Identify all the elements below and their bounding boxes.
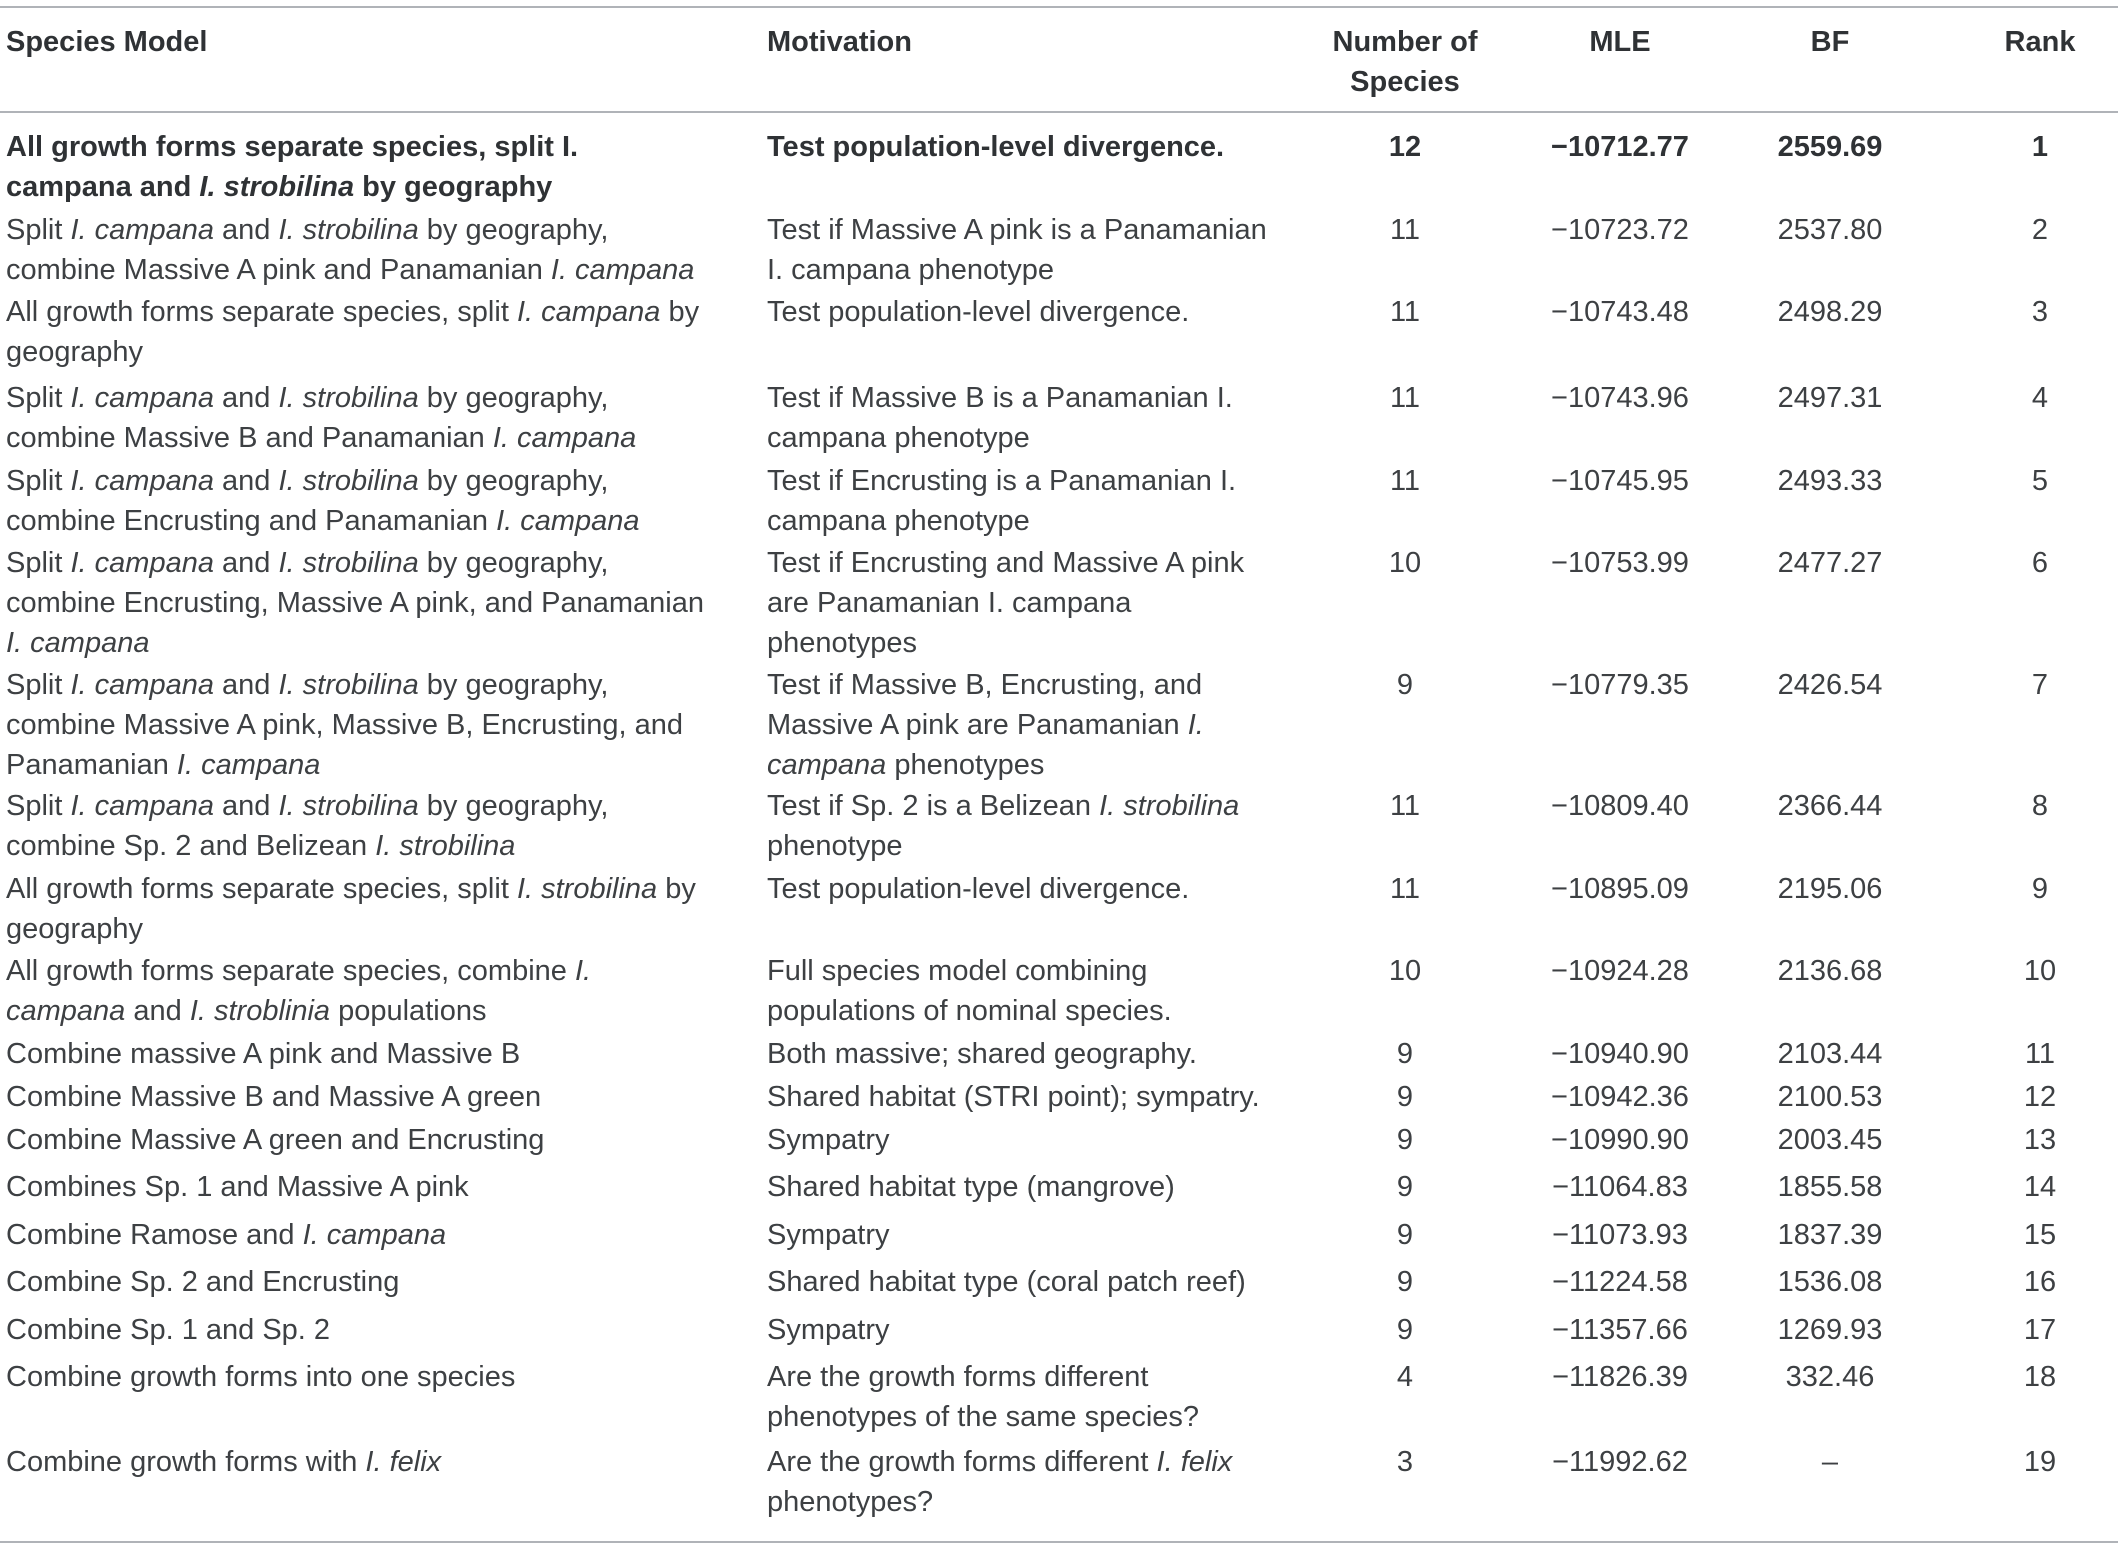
cell-bf: 1837.39 [1777, 1219, 1883, 1251]
text-fragment: Split [6, 382, 71, 414]
text-fragment: I. campana [516, 296, 661, 328]
cell-mle: −10743.48 [1551, 296, 1689, 328]
text-fragment: Split [6, 214, 71, 246]
cell-rank: 10 [2023, 955, 2057, 987]
cell-species-model [6, 1262, 706, 1302]
text-fragment: I. campana [70, 547, 214, 579]
cell-motivation [767, 1167, 1287, 1207]
text-fragment: Combine massive A pink and Massive B [6, 1038, 521, 1070]
text-fragment: Split [6, 669, 71, 701]
text-fragment: by geography, combine Encrusting and Panamanian [6, 465, 609, 537]
text-fragment: Test if Sp. 2 is a Belizean [767, 790, 1100, 822]
cell-species-model [6, 665, 706, 785]
header-mle: MLE [1589, 26, 1651, 58]
cell-bf: – [1821, 1446, 1839, 1478]
text-fragment: I. campana [550, 254, 695, 286]
cell-motivation [767, 786, 1287, 866]
text-fragment: and [213, 547, 279, 579]
cell-number-of-species: 4 [1396, 1361, 1414, 1393]
cell-bf: 2136.68 [1777, 955, 1883, 987]
cell-rank: 17 [2023, 1314, 2057, 1346]
text-fragment: and [213, 382, 279, 414]
text-fragment: I. campana [70, 465, 214, 497]
cell-bf: 2498.29 [1777, 296, 1883, 328]
text-fragment: Test if Massive B is a Panamanian I. campana phenotype [767, 382, 1233, 454]
cell-rank: 6 [2031, 547, 2049, 579]
cell-rank: 16 [2023, 1266, 2057, 1298]
header-rank: Rank [2004, 26, 2076, 58]
text-fragment: All growth forms separate species, split [6, 873, 517, 905]
text-fragment: I. strobilina [278, 214, 419, 246]
cell-species-model [6, 1442, 706, 1482]
cell-number-of-species: 9 [1396, 1038, 1414, 1070]
cell-species-model [6, 869, 706, 949]
cell-number-of-species: 10 [1388, 955, 1422, 987]
cell-number-of-species: 9 [1396, 1219, 1414, 1251]
text-fragment: Test population-level divergence. [767, 296, 1190, 328]
text-fragment: I. stroblinia [189, 995, 331, 1027]
text-fragment: by geography [6, 873, 696, 945]
text-fragment: I. strobilina [278, 669, 419, 701]
cell-motivation [767, 292, 1287, 332]
text-fragment: Are the growth forms different phenotypes of the same species? [767, 1361, 1200, 1433]
cell-bf: 2426.54 [1777, 669, 1883, 701]
cell-motivation [767, 1442, 1287, 1522]
cell-mle: −10942.36 [1551, 1081, 1689, 1113]
table-bottom-rule [0, 1541, 2118, 1543]
cell-bf: 1855.58 [1777, 1171, 1883, 1203]
cell-number-of-species: 9 [1396, 669, 1414, 701]
cell-rank: 14 [2023, 1171, 2057, 1203]
text-fragment: and [213, 214, 279, 246]
cell-number-of-species: 9 [1396, 1081, 1414, 1113]
text-fragment: Split [6, 790, 71, 822]
cell-mle: −10990.90 [1551, 1124, 1689, 1156]
cell-number-of-species: 11 [1389, 465, 1421, 497]
cell-bf: 2493.33 [1777, 465, 1883, 497]
cell-rank: 2 [2031, 214, 2049, 246]
cell-bf: 2477.27 [1777, 547, 1883, 579]
text-fragment: I. strobilina [199, 171, 355, 203]
cell-number-of-species: 11 [1389, 296, 1421, 328]
text-fragment: Combines Sp. 1 and Massive A pink [6, 1171, 469, 1203]
text-fragment: Test if Encrusting is a Panamanian I. campana phenotype [767, 465, 1237, 537]
cell-bf: 2003.45 [1777, 1124, 1883, 1156]
cell-number-of-species: 10 [1388, 547, 1422, 579]
cell-rank: 4 [2031, 382, 2049, 414]
header-motivation: Motivation [767, 26, 912, 58]
text-fragment: Combine growth forms into one species [6, 1361, 516, 1393]
cell-number-of-species: 11 [1389, 873, 1421, 905]
cell-rank: 11 [2024, 1038, 2056, 1070]
text-fragment: I. felix [1156, 1446, 1233, 1478]
text-fragment: I. campana [70, 214, 214, 246]
cell-species-model [6, 378, 706, 458]
text-fragment: phenotypes? [767, 1486, 934, 1518]
cell-motivation [767, 1120, 1287, 1160]
text-fragment: Split [6, 465, 71, 497]
text-fragment: I. campana [767, 709, 1204, 781]
table-top-rule [0, 6, 2118, 8]
text-fragment: Test if Massive A pink is a Panamanian I. campana phenotype [767, 214, 1267, 286]
cell-motivation [767, 1310, 1287, 1350]
cell-mle: −10723.72 [1551, 214, 1689, 246]
cell-mle: −10809.40 [1551, 790, 1689, 822]
cell-species-model [6, 210, 706, 290]
text-fragment: phenotypes [886, 749, 1045, 781]
cell-mle: −11224.58 [1552, 1266, 1688, 1298]
text-fragment: Shared habitat type (coral patch reef) [767, 1266, 1246, 1298]
text-fragment: Shared habitat type (mangrove) [767, 1171, 1175, 1203]
cell-motivation [767, 210, 1287, 290]
text-fragment: Full species model combining populations of nominal species. [767, 955, 1172, 1027]
text-fragment: and [213, 669, 279, 701]
cell-species-model [6, 1310, 706, 1350]
cell-number-of-species: 11 [1389, 214, 1421, 246]
cell-bf: 2559.69 [1777, 131, 1883, 163]
cell-bf: 2195.06 [1777, 873, 1883, 905]
cell-number-of-species: 9 [1396, 1266, 1414, 1298]
text-fragment: I. campana [496, 505, 640, 537]
text-fragment: I. campana [70, 382, 214, 414]
text-fragment: by geography, combine Massive B and Panamanian [6, 382, 609, 454]
text-fragment: by geography, combine Sp. 2 and Belizean [6, 790, 609, 862]
cell-rank: 9 [2031, 873, 2049, 905]
cell-species-model [6, 786, 706, 866]
text-fragment: Shared habitat (STRI point); sympatry. [767, 1081, 1260, 1113]
text-fragment: All growth forms separate species, combine [6, 955, 575, 987]
text-fragment: Test if Encrusting and Massive A pink are Panamanian I. campana phenotypes [767, 547, 1245, 659]
cell-motivation [767, 869, 1287, 909]
cell-rank: 5 [2031, 465, 2049, 497]
cell-motivation [767, 1077, 1287, 1117]
cell-species-model [6, 543, 706, 663]
text-fragment: Test population-level divergence. [767, 131, 1225, 163]
text-fragment: I. campana [6, 955, 592, 1027]
header-species-model: Species Model [6, 26, 208, 58]
cell-mle: −10743.96 [1551, 382, 1689, 414]
text-fragment: by geography, combine Massive A pink and Panamanian [6, 214, 609, 286]
cell-rank: 19 [2023, 1446, 2057, 1478]
cell-mle: −10712.77 [1551, 131, 1689, 163]
cell-species-model [6, 1215, 706, 1255]
cell-mle: −11357.66 [1552, 1314, 1688, 1346]
cell-motivation [767, 951, 1287, 1031]
cell-mle: −10745.95 [1551, 465, 1689, 497]
text-fragment: I. strobilina [278, 465, 419, 497]
text-fragment: I. strobilina [278, 547, 419, 579]
cell-bf: 1536.08 [1777, 1266, 1883, 1298]
cell-mle: −10924.28 [1551, 955, 1689, 987]
cell-rank: 3 [2031, 296, 2049, 328]
cell-mle: −11064.83 [1552, 1171, 1688, 1203]
header-bf: BF [1810, 26, 1850, 58]
cell-number-of-species: 9 [1396, 1171, 1414, 1203]
text-fragment: I. strobilina [278, 790, 419, 822]
cell-species-model [6, 1357, 706, 1397]
table-header-rule [0, 111, 2118, 113]
text-fragment: by geography [6, 296, 700, 368]
text-fragment: Sympatry [767, 1314, 890, 1346]
cell-species-model [6, 1120, 706, 1160]
text-fragment: I. strobilina [516, 873, 658, 905]
text-fragment: All growth forms separate species, split [6, 296, 517, 328]
text-fragment: Combine Sp. 1 and Sp. 2 [6, 1314, 331, 1346]
cell-rank: 1 [2031, 131, 2049, 163]
cell-motivation [767, 1262, 1287, 1302]
text-fragment: I. strobilina [375, 830, 516, 862]
text-fragment: Test population-level divergence. [767, 873, 1190, 905]
cell-bf: 2537.80 [1777, 214, 1883, 246]
cell-species-model [6, 1077, 706, 1117]
cell-rank: 8 [2031, 790, 2049, 822]
text-fragment: Combine Ramose and [6, 1219, 303, 1251]
text-fragment: I. campana [492, 422, 637, 454]
cell-species-model [6, 292, 706, 372]
header-number-of-species: Number of Species [1332, 26, 1478, 98]
text-fragment: I. strobilina [1099, 790, 1240, 822]
cell-number-of-species: 11 [1389, 382, 1421, 414]
cell-mle: −10753.99 [1551, 547, 1689, 579]
cell-rank: 15 [2023, 1219, 2057, 1251]
text-fragment: Sympatry [767, 1124, 890, 1156]
cell-motivation [767, 543, 1287, 663]
text-fragment: I. strobilina [278, 382, 419, 414]
text-fragment: Test if Massive B, Encrusting, and Massive A pink are Panamanian [767, 669, 1203, 741]
cell-bf: 2497.31 [1777, 382, 1883, 414]
text-fragment: and [213, 790, 279, 822]
text-fragment: Combine growth forms with [6, 1446, 366, 1478]
text-fragment: I. campana [302, 1219, 447, 1251]
text-fragment: I. felix [365, 1446, 442, 1478]
cell-species-model [6, 127, 706, 207]
cell-motivation [767, 1357, 1287, 1437]
text-fragment: Are the growth forms different [767, 1446, 1157, 1478]
cell-bf: 2366.44 [1777, 790, 1883, 822]
cell-number-of-species: 9 [1396, 1314, 1414, 1346]
text-fragment: by geography, combine Encrusting, Massive A pink, and Panamanian [6, 547, 705, 619]
text-fragment: I. campana [70, 669, 214, 701]
cell-motivation [767, 461, 1287, 541]
cell-motivation [767, 1215, 1287, 1255]
cell-mle: −11073.93 [1552, 1219, 1688, 1251]
text-fragment: Sympatry [767, 1219, 890, 1251]
text-fragment: All growth forms separate species, split I. campana and [6, 131, 579, 203]
cell-bf: 2103.44 [1777, 1038, 1883, 1070]
cell-number-of-species: 12 [1388, 131, 1422, 163]
text-fragment: Combine Massive A green and Encrusting [6, 1124, 545, 1156]
cell-mle: −11826.39 [1552, 1361, 1688, 1393]
cell-rank: 7 [2031, 669, 2049, 701]
text-fragment: by geography, combine Massive A pink, Massive B, Encrusting, and Panamanian [6, 669, 683, 781]
cell-mle: −10895.09 [1551, 873, 1689, 905]
cell-species-model [6, 1034, 706, 1074]
cell-rank: 13 [2023, 1124, 2057, 1156]
cell-motivation [767, 127, 1287, 167]
text-fragment: Combine Massive B and Massive A green [6, 1081, 542, 1113]
cell-motivation [767, 665, 1287, 785]
cell-rank: 18 [2023, 1361, 2057, 1393]
cell-species-model [6, 1167, 706, 1207]
cell-mle: −10940.90 [1551, 1038, 1689, 1070]
text-fragment: by geography [354, 171, 553, 203]
text-fragment: Split [6, 547, 71, 579]
cell-number-of-species: 3 [1396, 1446, 1414, 1478]
cell-motivation [767, 1034, 1287, 1074]
cell-mle: −11992.62 [1552, 1446, 1688, 1478]
cell-species-model [6, 951, 706, 1031]
cell-number-of-species: 11 [1389, 790, 1421, 822]
cell-species-model [6, 461, 706, 541]
text-fragment: populations [330, 995, 487, 1027]
text-fragment: I. campana [6, 627, 150, 659]
text-fragment: Combine Sp. 2 and Encrusting [6, 1266, 400, 1298]
text-fragment: and [125, 995, 190, 1027]
cell-bf: 332.46 [1785, 1361, 1875, 1393]
cell-motivation [767, 378, 1287, 458]
text-fragment: I. campana [176, 749, 321, 781]
cell-number-of-species: 9 [1396, 1124, 1414, 1156]
text-fragment: and [213, 465, 279, 497]
text-fragment: phenotype [767, 830, 903, 862]
text-fragment: I. campana [70, 790, 214, 822]
text-fragment: Both massive; shared geography. [767, 1038, 1197, 1070]
cell-mle: −10779.35 [1551, 669, 1689, 701]
cell-rank: 12 [2023, 1081, 2057, 1113]
cell-bf: 1269.93 [1777, 1314, 1883, 1346]
cell-bf: 2100.53 [1777, 1081, 1883, 1113]
